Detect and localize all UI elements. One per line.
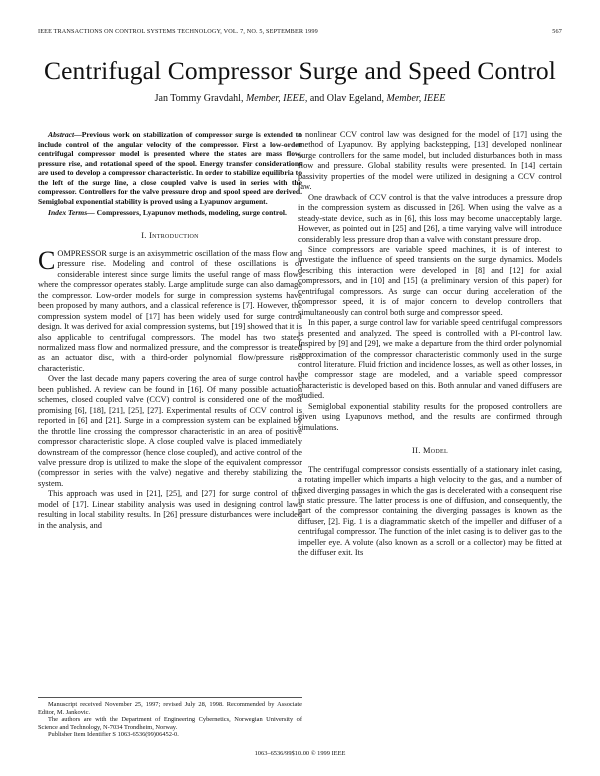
section-heading-introduction: I. Introduction — [141, 230, 199, 240]
author-2: Olav Egeland, — [326, 93, 384, 104]
author-1: Jan Tommy Gravdahl, — [154, 93, 244, 104]
intro-paragraph-2: Over the last decade many papers covering the area of surge control have been published. A review can be found in [16]. Of many possible actuation schemes, closed coupled valve (CCV) control is considered one of the most promising [6], [18], [21], [25], [27]. Experimental results of CCV control is reported in [6] and [21]. Surge in a compression system can be explained by the throttle line crossing the compressor characteristic in an area of positive compressor characteristic slope. A close coupled valve is placed immediately downstream of the compressor (hence close coupled), and active control of the valve pressure drop is utilized to make the slope of the equivalent compressor (compressor in series with the valve) negative and thereby stabilizing the system. — [38, 374, 302, 488]
index-terms-text: Compressors, Lyapunov methods, modeling, surge control. — [94, 208, 287, 217]
page-number: 567 — [552, 28, 562, 35]
right-column — [298, 130, 562, 559]
paper-title: Centrifugal Compressor Surge and Speed Control — [44, 56, 556, 85]
footnote-manuscript: Manuscript received November 25, 1997; revised July 28, 1998. Recommended by Associate Editor, M. Jankovic. — [38, 701, 302, 716]
section-heading-model: II. Model — [412, 446, 448, 456]
abstract-label: Abstract— — [48, 130, 82, 139]
intro-paragraph-7: In this paper, a surge control law for variable speed centrifugal compressors is presented and analyzed. The speed is controlled with a PI-control law. Inspired by [9] and [29], we make a departure from the third order polynomial approximation of the compressor characteristic commonly used in the surge control literature. Fluid friction and incidence losses, as well as other losses, in the compressor stage are modeled, and a variable speed compressor characteristic is developed based on this. Both annular and vaned diffusers are studied. — [298, 318, 562, 401]
intro-paragraph-4: a nonlinear CCV control law was designed for the model of [17] using the method of Lyapunov. By applying backstepping, [13] developed nonlinear surge controllers for the same model, but included disturbances both in mass flow and pressure. Global stability results were presented. In [14] certain passivity properties of the model were utilized in designing a CCV control law. — [298, 130, 562, 192]
model-paragraph-1: The centrifugal compressor consists essentially of a stationary inlet casing, a rotating impeller which imparts a high velocity to the gas, and a number of fixed diverging passages in which the gas is decelerated with a consequent rise in static pressure. The latter process is one of diffusion, and consequently, the part of the compressor containing the diverging passages is known as the diffuser, [2]. Fig. 1 is a diagrammatic sketch of the impeller and diffuser of a centrifugal compressor. The function of the inlet casing is to deliver gas to the impeller eye. A volute (also known as a scroll or a collector) may be fitted at the diffuser exit. Its — [298, 464, 562, 558]
copyright-footer: 1063–6536/99$10.00 © 1999 IEEE — [254, 750, 346, 757]
running-header — [38, 28, 562, 38]
intro-paragraph-1 — [38, 245, 302, 374]
footnote-publisher-id: Publisher Item Identifier S 1063-6536(99)06452-0. — [48, 731, 179, 739]
footnote-affiliation: The authors are with the Department of Engineering Cybernetics, Norwegian University of Science and Technology, N-7034 Trondheim, Norway. — [38, 716, 302, 731]
author-2-role: Member, IEEE — [386, 93, 446, 104]
abstract — [38, 130, 302, 206]
index-terms — [38, 208, 302, 218]
journal-header: IEEE TRANSACTIONS ON CONTROL SYSTEMS TECHNOLOGY, VOL. 7, NO. 5, SEPTEMBER 1999 — [38, 28, 318, 35]
drop-cap: C — [38, 245, 56, 275]
footnotes — [38, 697, 302, 739]
index-terms-label: Index Terms— — [48, 208, 95, 217]
author-1-role: Member, IEEE, — [245, 93, 308, 104]
intro-paragraph-3: This approach was used in [21], [25], and [27] for surge control of the model of [17]. Linear stability analysis was used in designing control laws resulting in local stability results. In [26] pressure disturbances were included in the analysis, and — [38, 489, 302, 530]
abstract-text: Previous work on stabilization of compressor surge is extended to include control of the angular velocity of the compressor. First a low-order centrifugal compressor model is presented where the states are mass flow, pressure rise, and rotational speed of the spool. Energy transfer considerations are used to develop a compressor characteristic. In order to stabilize equilibria to the left of the surge line, a close coupled valve is used in series with the compressor. Controllers for the valve pressure drop and spool speed are derived. Semiglobal exponential stability is proved using a Lyapunov argument. — [38, 130, 302, 206]
author-line — [30, 93, 570, 105]
left-column — [38, 130, 302, 531]
intro-paragraph-1-text: OMPRESSOR surge is an axisymmetric oscillation of the mass flow and pressure rise. Modeling and control of these oscillations is of considerable interest since surge limits the useful range of mass flows where the compressor operates stably. Large amplitude surge can also damage the compressor. Low-order models for surge in compression systems have been proposed by many authors, and a classical reference is [7]. However, the compression system model of [17] has been widely used for surge control design. It was derived for axial compression systems, but [19] showed that it is also applicable to centrifugal compressors. The model has two states, normalized mass flow and normalized pressure, and the compressor is treated as an actuator disc, with a third-order polynomial flow/pressure rise characteristic. — [38, 248, 302, 373]
intro-paragraph-5: One drawback of CCV control is that the valve introduces a pressure drop in the compression system as discussed in [26]. When using the valve as a steady-state device, such as in [6], this loss may become unacceptably large. However, as pointed out in [25] and [26], a time varying valve will introduce considerably less pressure drop than a valve with constant pressure drop. — [298, 192, 562, 244]
intro-paragraph-6: Since compressors are variable speed machines, it is of interest to investigate the influence of speed transients on the surge dynamics. Models describing this interaction were developed in [8] and [12] for axial compressors, and in [10] and [15] (a preliminary version of this paper) for centrifugal compressors. As surge can occur during acceleration of the compressor speed, it is of major concern to develop controllers that simultaneously can control both surge and compressor speed. — [298, 244, 562, 317]
author-conjunction: and — [309, 93, 325, 104]
intro-paragraph-8: Semiglobal exponential stability results for the proposed controllers are given using Lyapunovs method, and the results are confirmed through simulations. — [298, 401, 562, 432]
